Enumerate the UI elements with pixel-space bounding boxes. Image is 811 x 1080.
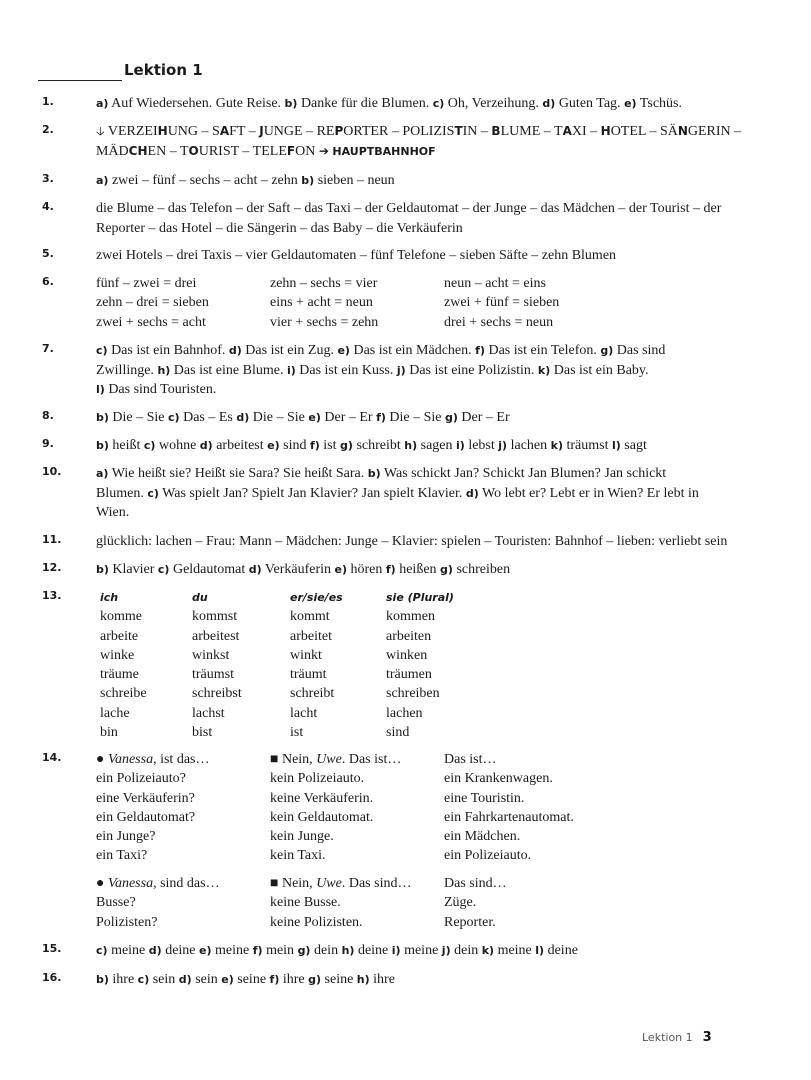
page-title: Lektion 1 (124, 61, 203, 79)
column-du: du kommst arbeitest winkst träumst schreibst lachst bist (192, 588, 242, 742)
puzzle-word: POLIZISTIN (402, 124, 478, 139)
column-er-sie-es: er/sie/es kommt arbeitet winkt träumt schreibt lacht ist (290, 588, 343, 742)
answer-key-page: Lektion 1 1. a) Auf Wiedersehen. Gute Reise. b) Danke für die Blumen. c) Oh, Verzeihung. d) Guten Tag. e) Tschüs. 2. 🡣 VERZEIHUNG – SAFT – JUNGE – REPORTER – POLIZISTIN – BLUME – TAXI – HOTEL – SÄNGERIN – MÄDCHEN – TOURIST – TELEFON ➔ HAUPTBAHNHOF 3. a) zwei – fünf – sechs – acht – zehn b) sieben – neun 4. die Blume – das Telefon – der Saft – das Taxi – der Geldautomat – der Junge – das Mädchen – der Tourist – der Reporter – das Hotel – die Sängerin – das Baby – die Verkäuferin 5. zwei Hotels – drei Taxis – vier Geldautomaten – fünf Telefone – sieben Säfte – zehn Blumen 6. fünf – zwei = drei zehn – drei = sieben zwei + sechs = acht zehn – sechs = vier eins + acht = neun vier + sechs = zehn neun – acht = eins zwei + fünf = sieben drei + sechs = neun 7. c) Das ist ein Bahnhof. d) Das ist ein Zug. e) Das ist ein Mädchen. f) Das ist ein Telefon. g) Das sind Zwillinge. h) Das ist eine Blume. i) Das ist ein Kuss. j) Das ist eine Polizistin. k) Das ist ein Baby. l) Das sind Touristen. 8. b) Die – Sie c) Das – Es d) Die – Sie e) Der – Er f) Die – Sie g) Der – Er 9. b) heißt c) wohne d) arbeitest e) sind f) ist g) schreibt h) sagen i) lebst j) lachen k) träumst l) sagt 10. a) Wie heißt sie? Heißt sie Sara? Sie heißt Sara. b) Was schickt Jan? Schickt Jan Blumen? Jan schickt Blumen. c) Was spielt Jan? Spielt Jan Klavier? Jan spielt Klavier. d) Wo lebt er? Lebt er in Wien? Er lebt in Wien. 11. glücklich: lachen – Frau: Mann – Mädchen: Junge – Klavier: spielen – Touristen: Bahnhof – lieben: verliebt sein 12. b) Klavier c) Geldautomat d) Verkäuferin e) hören f) heißen g) schreiben 13. ich komme arbeite winke träume schreibe lache bin du kommst arbeitest winkst träumst schreibst lachst bist er/sie/es kommt arbeitet winkt träumt schreibt lacht ist sie (Plural) kommen arbeiten winken träumen schreiben lachen sind 14. ● Vanessa, ist das… ein Polizeiauto? eine Verkäuferin? ein Geldautomat? ein Junge? ein Taxi? ■ Nein, Uwe. Das ist… kein Polizeiauto. keine Verkäuferin. kein Geldautomat. kein Junge. kein Taxi. Das ist… ein Krankenwagen. eine Touristin. ein Fahrkartenautomat. ein Mädchen. ein Polizeiauto. ● Vanessa, sind das… Busse? Polizisten? ■ Nein, Uwe. Das sind… keine Busse. keine Polizisten. Das sind… Züge. Reporter. 15. c) meine d) deine e) meine f) mein g) dein h) deine i) meine j) dein k) meine l) deine 16. b) ihre c) sein d) sein e) seine f) ihre g) seine h) ihre Lektion 1 3 (0, 0, 811, 1080)
question-line: ● Vanessa, sind das… (96, 876, 220, 891)
exercise-number: 14. (42, 751, 62, 764)
exercise-text: zwei Hotels – drei Taxis – vier Geldautomaten – fünf Telefone – sieben Säfte – zehn Blumen (96, 248, 617, 263)
highlighted-letter: T (454, 124, 463, 138)
exercise-text: glücklich: lachen – Frau: Mann – Mädchen: Junge – Klavier: spielen – Touristen: Bahnhof – lieben: verliebt sein (96, 534, 728, 549)
exercise-number: 7. (42, 342, 54, 355)
highlighted-letter: CH (128, 143, 148, 158)
exercise-text: die Blume – das Telefon – der Saft – das Taxi – der Geldautomat – der Junge – das Mädchen – der Tourist – der Reporter – das Hotel – die Sängerin – das Baby – die Verkäuferin (96, 201, 722, 236)
exercise-number: 8. (42, 409, 54, 422)
exercise-number: 2. (42, 123, 54, 136)
highlighted-letter: A (562, 124, 572, 138)
puzzle-word: JUNGE (259, 124, 303, 139)
exercise-text: a) Auf Wiedersehen. Gute Reise. b) Danke für die Blumen. c) Oh, Verzeihung. d) Guten Tag. e) Tschüs. (96, 96, 682, 111)
title-rule (38, 80, 122, 81)
exercise-text: a) zwei – fünf – sechs – acht – zehn b) sieben – neun (96, 173, 395, 188)
exercise-number: 1. (42, 95, 54, 108)
exercise-number: 11. (42, 533, 62, 546)
arrow-right-icon: ➔ (318, 143, 329, 158)
exercise-text: b) ihre c) sein d) sein e) seine f) ihre g) seine h) ihre (96, 972, 395, 987)
highlighted-letter: H (157, 124, 168, 138)
answer-line: ■ Nein, Uwe. Das ist… (270, 752, 402, 767)
puzzle-word: MÄDCHEN (96, 143, 167, 159)
highlighted-letter: P (334, 124, 344, 138)
highlighted-letter: A (219, 124, 230, 138)
question-line: ● Vanessa, ist das… (96, 752, 210, 767)
bullet-circle-icon: ● (96, 752, 105, 767)
exercise-number: 16. (42, 971, 62, 984)
page-footer (642, 1030, 712, 1045)
exercise-number: 15. (42, 942, 62, 955)
column-header: ich (100, 591, 119, 604)
column-ich: ich komme arbeite winke träume schreibe lache bin (100, 588, 147, 742)
exercise-text (96, 122, 766, 161)
highlighted-letter: O (188, 143, 199, 158)
page-number: 3 (702, 1030, 712, 1045)
bullet-circle-icon: ● (96, 876, 105, 891)
exercise-text: b) Klavier c) Geldautomat d) Verkäuferin e) hören f) heißen g) schreiben (96, 562, 511, 577)
column-header: du (192, 591, 208, 604)
exercise-text: c) Das ist ein Bahnhof. d) Das ist ein Zug. e) Das ist ein Mädchen. f) Das ist ein Telefon. g) Das sind Zwillinge. h) Das ist eine Blume. i) Das ist ein Kuss. j) Das ist eine Polizistin. k) Das ist ein Baby. l) Das sind Touristen. (96, 343, 666, 397)
answer-line: ■ Nein, Uwe. Das sind… (270, 876, 412, 891)
exercise-number: 9. (42, 437, 54, 450)
bullet-square-icon: ■ (270, 752, 279, 767)
exercise-text: b) Die – Sie c) Das – Es d) Die – Sie e) Der – Er f) Die – Sie g) Der – Er (96, 410, 510, 425)
column-header: er/sie/es (290, 591, 343, 604)
column-sie-plural: sie (Plural) kommen arbeiten winken träumen schreiben lachen sind (386, 588, 454, 742)
bullet-square-icon: ■ (270, 876, 279, 891)
exercise-text: b) heißt c) wohne d) arbeitest e) sind f) ist g) schreibt h) sagen i) lebst j) lachen k) träumst l) sagt (96, 438, 647, 453)
word-list: VERZEIHUNG – SAFT – JUNGE – REPORTER – POLIZISTIN – BLUME – TAXI – HOTEL – SÄNGERIN – MÄDCHEN – TOURIST – TELEFON (96, 124, 742, 159)
exercise-text: a) Wie heißt sie? Heißt sie Sara? Sie heißt Sara. b) Was schickt Jan? Schickt Jan Blumen? Jan schickt Blumen. c) Was spielt Jan? Spielt Jan Klavier? Jan spielt Klavier. d) Wo lebt er? Lebt er in Wien? Er lebt in Wien. (96, 466, 699, 520)
highlighted-letter: J (259, 124, 264, 138)
column-header: sie (Plural) (386, 591, 454, 604)
highlighted-letter: F (286, 143, 296, 158)
puzzle-word: TOURIST (179, 143, 239, 159)
puzzle-word: HOTEL (600, 124, 646, 139)
highlighted-letter: H (600, 124, 611, 138)
puzzle-word: TAXI (554, 124, 587, 139)
exercise-number: 5. (42, 247, 54, 260)
exercise-number: 12. (42, 561, 62, 574)
exercise-number: 4. (42, 200, 54, 213)
footer-label: Lektion 1 (642, 1031, 693, 1044)
exercise-number: 13. (42, 589, 62, 602)
puzzle-word: REPORTER (316, 124, 389, 139)
puzzle-word: TELEFON (252, 143, 316, 159)
exercise-number: 6. (42, 275, 54, 288)
puzzle-word: SÄNGERIN (659, 124, 731, 139)
exercise-number: 3. (42, 172, 54, 185)
solution-word: HAUPTBAHNHOF (332, 144, 436, 158)
exercise-text: c) meine d) deine e) meine f) mein g) dein h) deine i) meine j) dein k) meine l) deine (96, 943, 578, 958)
arrow-down-icon: 🡣 (96, 124, 105, 138)
highlighted-letter: B (491, 124, 501, 138)
highlighted-letter: N (677, 124, 688, 138)
exercise-number: 10. (42, 465, 62, 478)
puzzle-word: BLUME (491, 124, 541, 139)
puzzle-word: VERZEIHUNG (107, 124, 199, 139)
puzzle-word: SAFT (212, 124, 246, 139)
